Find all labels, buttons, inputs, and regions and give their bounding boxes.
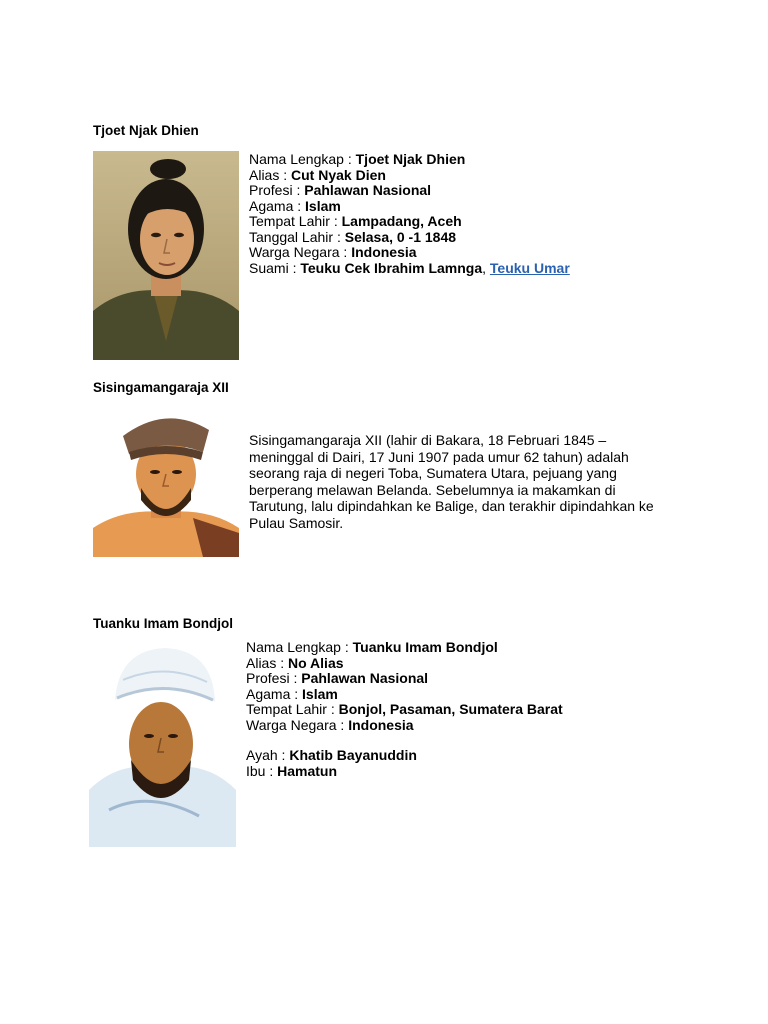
field-label: Profesi : [249, 182, 305, 198]
bio-line: Sisingamangaraja XII (lahir di Bakara, 18 Februari 1845 – [249, 432, 607, 448]
field-value: Indonesia [351, 244, 417, 260]
field-label: Warga Negara : [249, 244, 352, 260]
field-value: Teuku Cek Ibrahim Lamnga [300, 259, 483, 276]
field-value: Cut Nyak Dien [291, 166, 386, 183]
heading-tjoet-njak-dhien: Tjoet Njak Dhien [93, 123, 199, 138]
field-alias [246, 656, 563, 672]
portrait-tuanku-imam-bondjol [89, 640, 236, 847]
field-label: Nama Lengkap : [249, 151, 356, 167]
field-value: Lampadang, Aceh [341, 213, 462, 229]
profile-tuanku-imam-bondjol [246, 640, 563, 779]
field-tempat-lahir [246, 702, 563, 718]
field-value: Tjoet Njak Dhien [355, 151, 466, 167]
field-tanggal-lahir [249, 230, 570, 246]
heading-tuanku-imam-bondjol: Tuanku Imam Bondjol [93, 616, 234, 631]
field-label: Alias : [246, 654, 289, 671]
field-nama-lengkap [246, 640, 563, 656]
field-tempat-lahir [249, 214, 570, 230]
field-warga-negara [246, 718, 563, 734]
field-value: Islam [305, 197, 341, 214]
bio-line: Tarutung, lalu dipindahkan ke Balige, dan terakhir dipindahkan ke [249, 498, 654, 514]
heading-sisingamangaraja-xii: Sisingamangaraja XII [93, 380, 229, 395]
field-profesi [246, 671, 563, 687]
field-suami [249, 261, 570, 277]
field-label: Ibu : [246, 762, 278, 779]
field-value: Hamatun [277, 762, 338, 779]
portrait-tjoet-njak-dhien [93, 151, 239, 360]
field-label: Tempat Lahir : [246, 701, 339, 717]
bio-line: meninggal di Dairi, 17 Juni 1907 pada umur 62 tahun) adalah [249, 448, 629, 465]
field-value: Pahlawan Nasional [301, 670, 429, 686]
field-value: Pahlawan Nasional [304, 182, 432, 198]
field-value: Islam [302, 685, 338, 702]
bio-line: berperang melawan Belanda. Sebelumnya ia makamkan di [249, 481, 616, 498]
field-agama [246, 687, 563, 703]
field-value: Indonesia [348, 716, 414, 733]
teuku-umar-link[interactable]: Teuku Umar [489, 259, 570, 276]
portrait-sisingamangaraja-xii [93, 408, 239, 557]
spacer [246, 733, 563, 748]
field-label: Agama : [249, 197, 306, 214]
field-warga-negara [249, 245, 570, 261]
field-value: Tuanku Imam Bondjol [352, 639, 498, 655]
bio-line: Pulau Samosir. [249, 514, 344, 531]
field-label: Tanggal Lahir : [249, 228, 345, 245]
field-label: Tempat Lahir : [249, 213, 342, 229]
bio-line: seorang raja di negeri Toba, Sumatera Utara, pejuang yang [249, 465, 617, 481]
field-value: Bonjol, Pasaman, Sumatera Barat [338, 701, 563, 717]
field-ayah [246, 748, 563, 764]
field-label: Warga Negara : [246, 716, 349, 733]
field-label: Ayah : [246, 747, 290, 763]
field-ibu [246, 764, 563, 780]
field-value: Selasa, 0 -1 1848 [344, 228, 457, 245]
field-agama [249, 199, 570, 215]
field-value: No Alias [288, 654, 344, 671]
field-nama-lengkap [249, 152, 570, 168]
field-label: Profesi : [246, 670, 302, 686]
field-label: Agama : [246, 685, 303, 702]
field-label: Nama Lengkap : [246, 639, 353, 655]
field-label: Alias : [249, 166, 292, 183]
field-profesi [249, 183, 570, 199]
profile-tjoet-njak-dhien [249, 152, 570, 276]
bio-sisingamangaraja-xii [249, 432, 654, 531]
field-label: Suami : [249, 259, 301, 276]
field-alias [249, 168, 570, 184]
field-separator: , [482, 259, 490, 276]
field-value: Khatib Bayanuddin [289, 747, 417, 763]
